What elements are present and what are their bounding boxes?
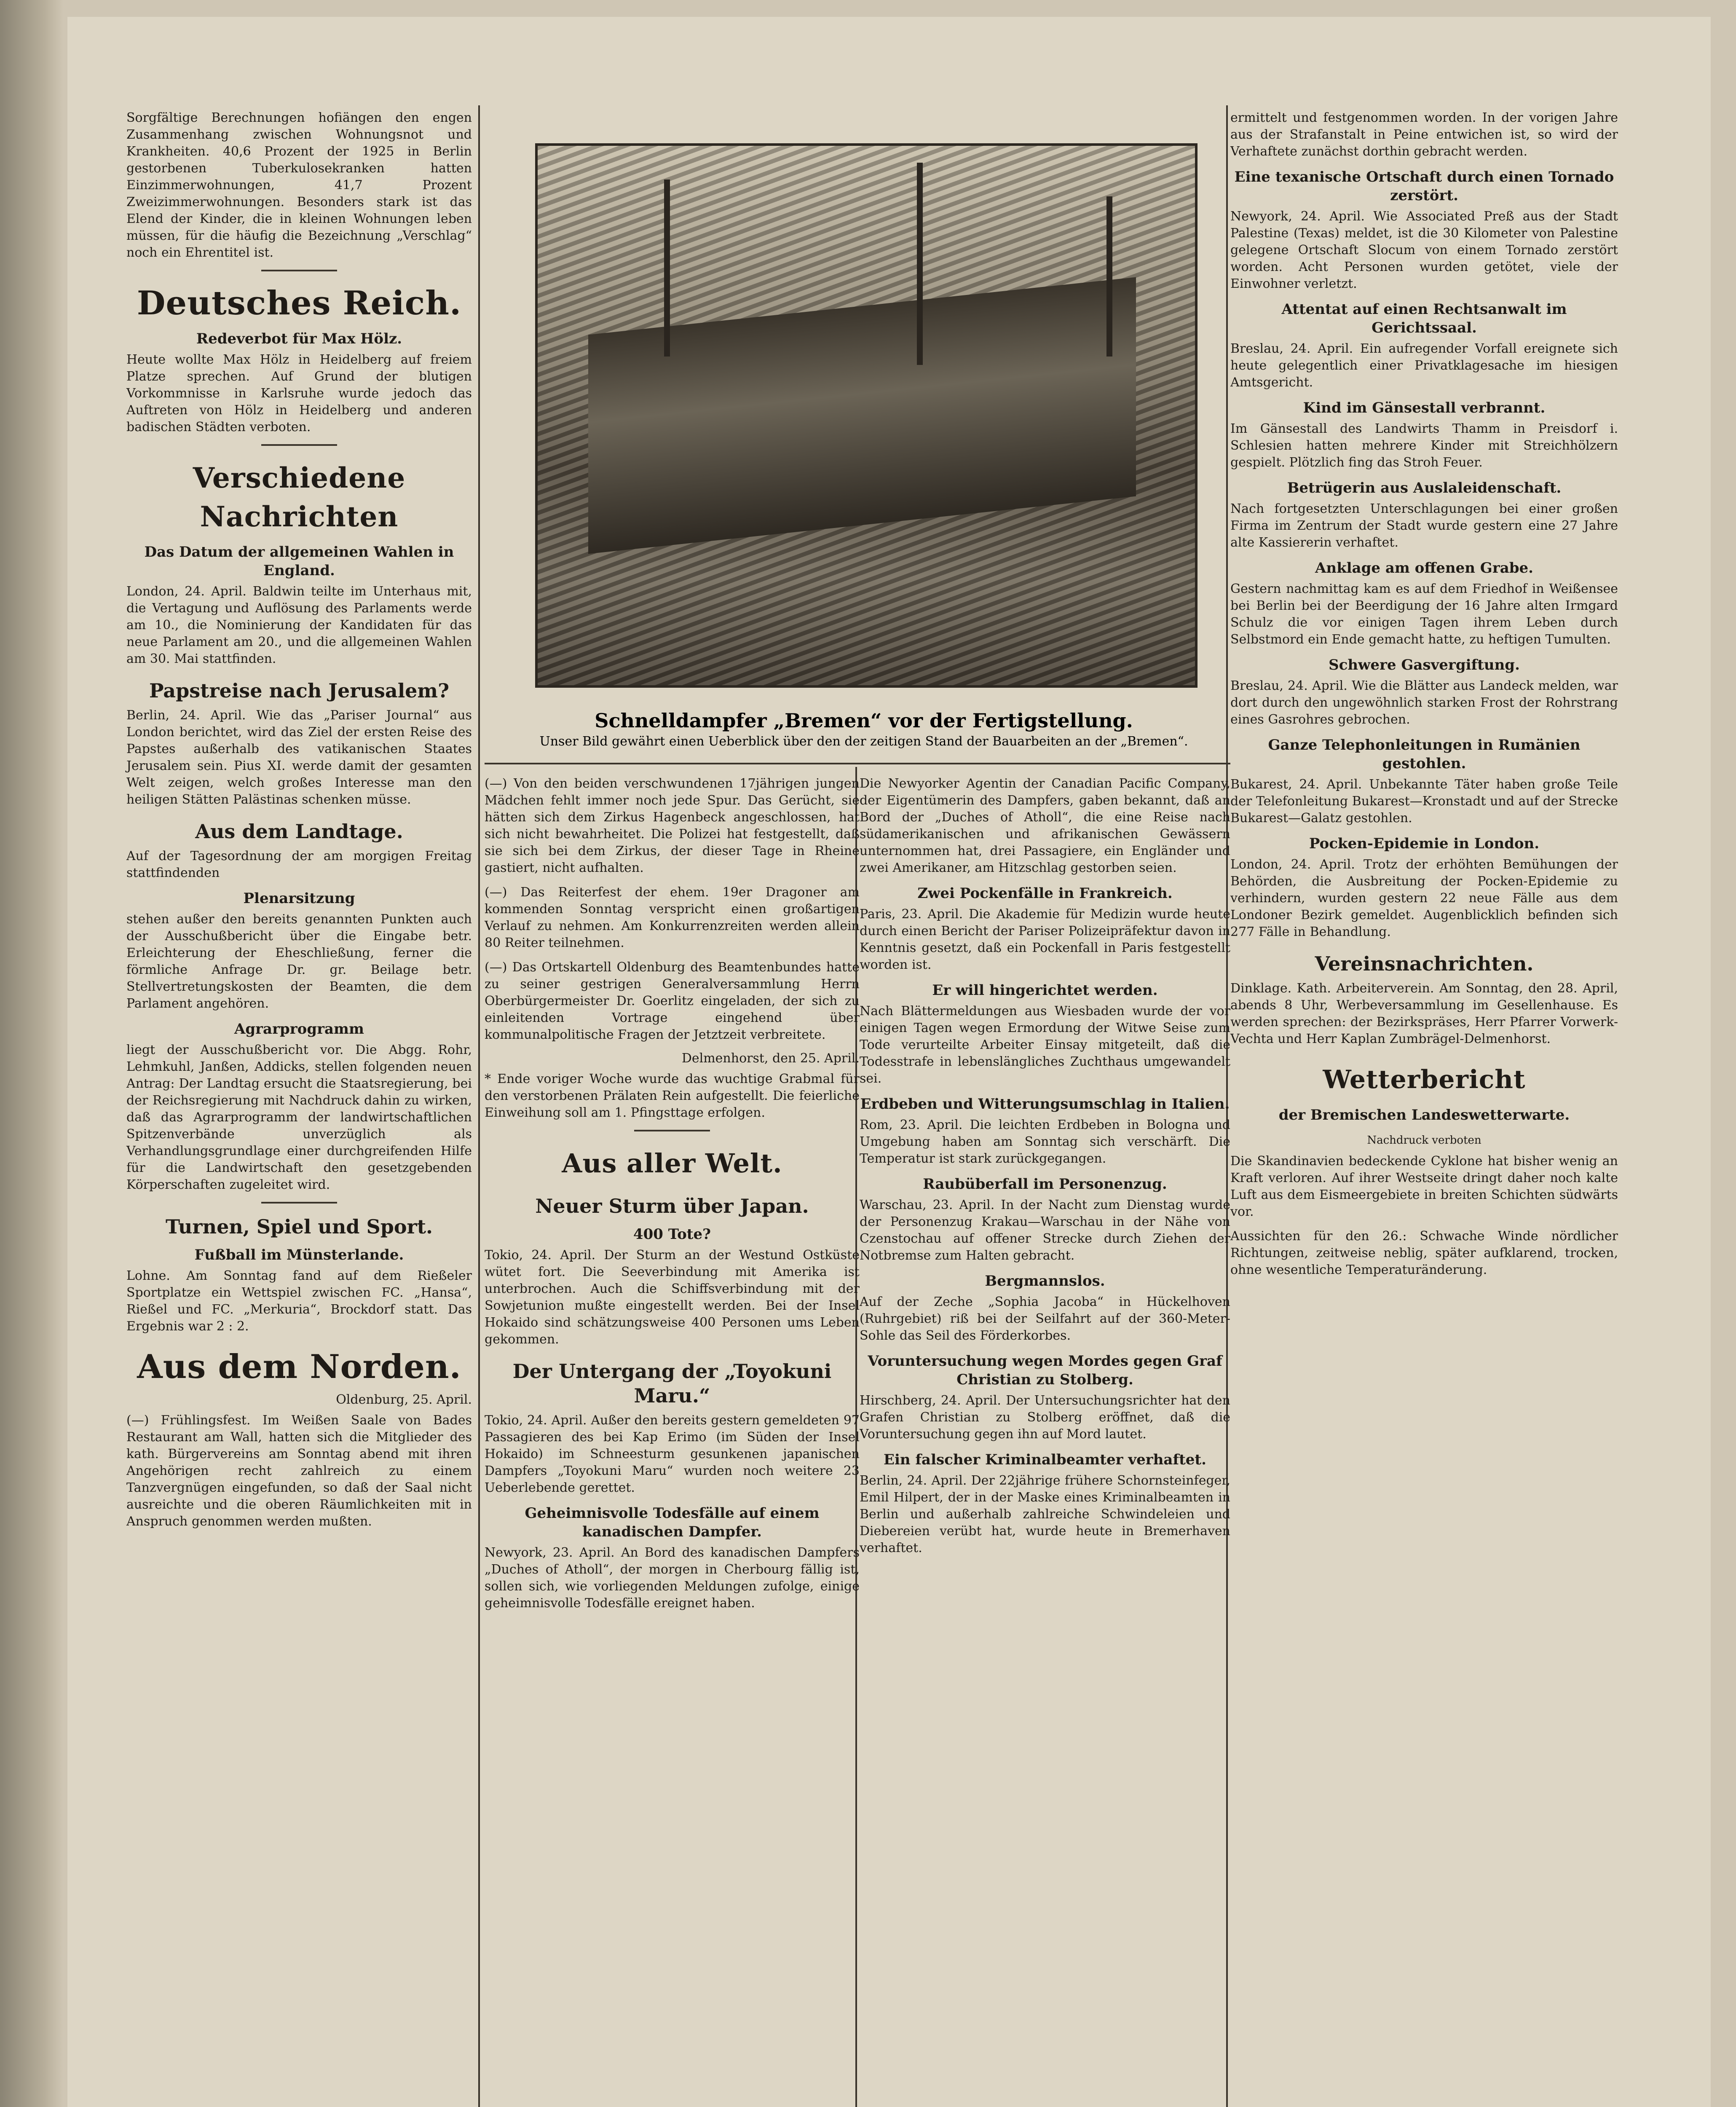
section-title: Verschiedene Nachrichten (193, 461, 406, 533)
article-text: London, 24. April. Baldwin teilte im Unterhaus mit, die Vertagung und Auflösung des Parlaments werde am 10., die Nominierung der Kandidaten für das neue Parlament am 20., und die allgemeinen Wahlen am 30. Mai stattfinden. (126, 584, 472, 666)
headline: Kind im Gänsestall verbrannt. (1303, 399, 1546, 416)
dateline: Oldenburg, 25. April. (336, 1392, 472, 1407)
headline: Erdbeben und Witterungsumschlag in Italien. (860, 1096, 1230, 1112)
headline: Eine texanische Ortschaft durch einen Tornado zerstört. (1234, 169, 1614, 204)
section-title: Wetterbericht (1323, 1065, 1526, 1094)
article-text: Newyork, 23. April. An Bord des kanadischen Dampfers „Duches of Atholl“, der morgen in Cherbourg fällig ist, sollen sich, wie vorliegenden Meldungen zufolge, einige geheimnisvolle Todesfälle ereignet haben. (485, 1545, 860, 1611)
article-text: Auf der Zeche „Sophia Jacoba“ in Hückelhoven (Ruhrgebiet) riß bei der Seilfahrt auf der 360-Meter-Sohle das Seil des Förderkorbes. (860, 1295, 1230, 1343)
article-text: Im Gänsestall des Landwirts Thamm in Preisdorf i. Schlesien hatten mehrere Kinder mit Streichhölzern gespielt. Plötzlich fing das Stroh Feuer. (1230, 421, 1618, 470)
page-fold-shadow (0, 0, 63, 2107)
article-text: Breslau, 24. April. Wie die Blätter aus Landeck melden, war dort durch den ungewöhnlich starken Frost der Rohrstrang eines Gasrohres gebrochen. (1230, 678, 1618, 727)
headline: Fußball im Münsterlande. (194, 1247, 404, 1263)
section-title: Aus dem Norden. (137, 1348, 461, 1386)
headline: Zwei Pockenfälle in Frankreich. (917, 885, 1173, 902)
article-text: Rom, 23. April. Die leichten Erdbeben in Bologna und Umgebung haben am Sonntag sich verschärft. Die Temperatur ist stark zurückgegangen. (860, 1118, 1230, 1166)
subheadline: der Bremischen Landeswetterwarte. (1278, 1107, 1570, 1123)
dateline: Delmenhorst, den 25. April. (681, 1051, 860, 1066)
article-text: Die Newyorker Agentin der Canadian Pacific Company, der Eigentümerin des Dampfers, gaben bekannt, daß an Bord der „Duches of Atholl“, die eine Reise nach südamerikanischen und afrikanischen Gewässern unternommen hat, drei Passagiere, ein Engländer und zwei Amerikaner, am Hitzschlag gestorben seien. (860, 776, 1230, 875)
headline: Schwere Gasvergiftung. (1329, 657, 1520, 673)
headline: Ganze Telephonleitungen in Rumänien gestohlen. (1268, 737, 1581, 772)
headline: Redeverbot für Max Hölz. (196, 330, 402, 347)
horizontal-rule (485, 763, 1230, 764)
headline: Geheimnisvolle Todesfälle auf einem kanadischen Dampfer. (525, 1505, 820, 1540)
section-title: Deutsches Reich. (137, 284, 462, 322)
article-text: Breslau, 24. April. Ein aufregender Vorfall ereignete sich heute gelegentlich einer Privatklagesache im hiesigen Amtsgericht. (1230, 341, 1618, 390)
headline: Raubüberfall im Personenzug. (923, 1176, 1167, 1193)
article-text: Sorgfältige Berechnungen hofiängen den engen Zusammenhang zwischen Wohnungsnot und Krankheiten. 40,6 Prozent der 1925 in Berlin gestorbenen Tuberkulosekranken hatten Einzimmerwohnungen, 41,7 Prozent Zweizimmerwohnungen. Besonders stark ist das Elend der Kinder, die in kleinen Wohnungen leben müssen, für die häufig die Bezeichnung „Verschlag“ noch ein Ehrentitel ist. (126, 110, 472, 260)
divider (261, 270, 337, 271)
column-1 (126, 110, 472, 1538)
note: Nachdruck verboten (1367, 1134, 1481, 1147)
article-text: Nach Blättermeldungen aus Wiesbaden wurde der vor einigen Tagen wegen Ermordung der Witwe Seise zum Tode verurteilte Arbeiter Einsay mitgeteilt, daß die Todesstrafe in lebenslängliches Zuchthaus umgewandelt sei. (860, 1004, 1230, 1086)
article-text: Newyork, 24. April. Wie Associated Preß aus der Stadt Palestine (Texas) meldet, ist die 30 Kilometer von Palestine gelegene Ortschaft Slocum von einem Tornado zerstört worden. Acht Personen wurden getötet, viele der Einwohner verletzt. (1230, 209, 1618, 291)
headline: Attentat auf einen Rechtsanwalt im Gerichtssaal. (1281, 301, 1567, 336)
subheadline: Agrarprogramm (234, 1021, 364, 1037)
headline: Aus dem Landtage. (195, 820, 403, 843)
crane-shape (917, 163, 923, 365)
article-text: Warschau, 23. April. In der Nacht zum Dienstag wurde der Personenzug Krakau—Warschau in der Nähe von Czenstochau auf offener Strecke durch Ziehen der Notbremse zum Halten gebracht. (860, 1198, 1230, 1263)
article-text: Auf der Tagesordnung der am morgigen Freitag stattfindenden (126, 849, 472, 880)
column-4 (1230, 110, 1618, 1286)
divider (261, 1202, 337, 1204)
headline: Voruntersuchung wegen Mordes gegen Graf Christian zu Stolberg. (868, 1353, 1222, 1388)
article-text: ermittelt und festgenommen worden. In der vorigen Jahre aus der Strafanstalt in Peine entwichen ist, so wird der Verhaftete zunächst dorthin gebracht werden. (1230, 110, 1618, 159)
divider (261, 444, 337, 446)
article-text: (—) Das Ortskartell Oldenburg des Beamtenbundes hatte zu seiner gestrigen Generalversammlung Herrn Oberbürgermeister Dr. Goerlitz eingeladen, der sich zu einleitenden Vortrage eingehend über kommunalpolitische Fragen der Jetztzeit verbreitete. (485, 960, 860, 1042)
ship-hull-shape (588, 277, 1136, 554)
article-text: Die Skandinavien bedeckende Cyklone hat bisher wenig an Kraft verloren. Auf ihrer Westseite dringt daher noch kalte Luft aus dem Eismeergebiete in breiten Schichten südwärts vor. (1230, 1154, 1618, 1219)
column-3 (860, 775, 1230, 1564)
article-text: London, 24. April. Trotz der erhöhten Bemühungen der Behörden, die Ausbreitung der Pocken-Epidemie zu verhindern, wurden gestern 22 neue Fälle aus dem Londoner Bezirk gemeldet. Augenblicklich befinden sich 277 Fälle in Behandlung. (1230, 857, 1618, 939)
article-text: Berlin, 24. April. Wie das „Pariser Journal“ aus London berichtet, wird das Ziel der ersten Reise des Papstes außerhalb des vatikanischen Staates Jerusalem sein. Pius XI. werde damit der gesamten Welt zeigen, welch großes Interesse man den heiligen Stätten Palästinas schenken müsse. (126, 708, 472, 807)
headline: Das Datum der allgemeinen Wahlen in England. (144, 544, 454, 579)
article-text: (—) Von den beiden verschwundenen 17jährigen jungen Mädchen fehlt immer noch jede Spur. Das Gerücht, sie hätten sich dem Zirkus Hagenbeck angeschlossen, hat sich nicht bewahrheitet. Die Polizei hat festgestellt, daß sie sich bei dem Zirkus, der dieser Tage in Rheine gastiert, nicht aufhalten. (485, 776, 860, 875)
column-rule (478, 105, 480, 2107)
headline: Neuer Sturm über Japan. (535, 1195, 809, 1217)
crane-shape (664, 180, 670, 357)
article-text: Tokio, 24. April. Der Sturm an der Westund Ostküste wütet fort. Die Seeverbindung mit Amerika ist unterbrochen. Auch die Schiffsverbindung mit der Sowjetunion mußte eingestellt werden. Bei der Insel Hokaido sind schätzungsweise 400 Personen ums Leben gekommen. (485, 1248, 860, 1347)
headline: Anklage am offenen Grabe. (1315, 560, 1534, 576)
ship-photo (535, 143, 1198, 688)
section-title: Aus aller Welt. (562, 1148, 782, 1179)
photo-caption (506, 708, 1222, 750)
article-text: (—) Frühlingsfest. Im Weißen Saale von Bades Restaurant am Wall, hatten sich die Mitglieder des kath. Bürgervereins am Sonntag abend mit ihren Angehörigen recht zahlreich zu einem Tanzvergnügen eingefunden, so daß der Saal nicht ausreichte und die oberen Räumlichkeiten mit in Anspruch genommen werden mußten. (126, 1413, 472, 1529)
article-text: stehen außer den bereits genannten Punkten auch der Ausschußbericht über die Eingabe betr. Erleichterung der Eheschließung, ferner die förmliche Anfrage Dr. gr. Beilage betr. Stellvertretungskosten der Beamten, die dem Parlament angehören. (126, 912, 472, 1011)
article-text: Nach fortgesetzten Unterschlagungen bei einer großen Firma im Zentrum der Stadt wurde gestern eine 27 Jahre alte Kassiererin verhaftet. (1230, 501, 1618, 550)
article-text: liegt der Ausschußbericht vor. Die Abgg. Rohr, Lehmkuhl, Janßen, Addicks, stellen folgenden neuen Antrag: Der Landtag ersucht die Staatsregierung, bei der Reichsregierung mit Nachdruck dahin zu wirken, daß das Agrarprogramm der landwirtschaftlichen Spitzenverbände unverzüglich als Verhandlungsgrundlage einer durchgreifenden Hilfe für die Landwirtschaft den gesetzgebenden Körperschaften zugeleitet wird. (126, 1043, 472, 1192)
caption-text: Unser Bild gewährt einen Ueberblick über den der zeitigen Stand der Bauarbeiten an der „Bremen“. (539, 734, 1188, 749)
headline: Betrügerin aus Auslaleidenschaft. (1287, 480, 1562, 496)
article-text: Heute wollte Max Hölz in Heidelberg auf freiem Platze sprechen. Auf Grund der blutigen Vorkommnisse in Karlsruhe wurde jedoch das Auftreten von Hölz in Heidelberg und anderen badischen Städten verboten. (126, 352, 472, 434)
caption-title: Schnelldampfer „Bremen“ vor der Fertigstellung. (595, 709, 1133, 732)
headline: Papstreise nach Jerusalem? (149, 679, 450, 702)
article-text: Dinklage. Kath. Arbeiterverein. Am Sonntag, den 28. April, abends 8 Uhr, Werbeversammlung im Gesellenhause. Es werden sprechen: der Bezirkspräses, Herr Pfarrer Vorwerk-Vechta und Herr Kaplan Zumbrägel-Delmenhorst. (1230, 981, 1618, 1046)
headline: Pocken-Epidemie in London. (1309, 835, 1540, 852)
article-text: * Ende voriger Woche wurde das wuchtige Grabmal für den verstorbenen Prälaten Rein aufgestellt. Die feierliche Einweihung soll am 1. Pfingsttage erfolgen. (485, 1072, 860, 1120)
subheadline: 400 Tote? (633, 1226, 711, 1243)
article-text: Paris, 23. April. Die Akademie für Medizin wurde heute durch einen Bericht der Pariser Polizeipräfektur davon in Kenntnis gesetzt, daß ein Pockenfall in Paris festgestellt worden ist. (860, 907, 1230, 972)
divider (634, 1130, 710, 1131)
article-text: Tokio, 24. April. Außer den bereits gestern gemeldeten 97 Passagieren des bei Kap Erimo (im Süden der Insel Hokaido) im Schneesturm gesunkenen japanischen Dampfers „Toyokuni Maru“ wurden noch weitere 23 Ueberlebende gerettet. (485, 1413, 860, 1495)
section-title: Vereinsnachrichten. (1315, 952, 1534, 975)
headline: Ein falscher Kriminalbeamter verhaftet. (884, 1451, 1206, 1468)
article-text: Bukarest, 24. April. Unbekannte Täter haben große Teile der Telefonleitung Bukarest—Kronstadt und auf der Strecke Bukarest—Galatz gestohlen. (1230, 777, 1618, 826)
article-text: Lohne. Am Sonntag fand auf dem Rießeler Sportplatze ein Wettspiel zwischen FC. „Hansa“, Rießel und FC. „Merkuria“, Brockdorf statt. Das Ergebnis war 2 : 2. (126, 1268, 472, 1334)
subheadline: Plenarsitzung (243, 890, 355, 907)
article-text: Gestern nachmittag kam es auf dem Friedhof in Weißensee bei Berlin bei der Beerdigung der 16 Jahre alten Irmgard Schulz die vor einigen Tagen ihrem Leben durch Selbstmord ein Ende gemacht hatte, zu heftigen Tumulten. (1230, 582, 1618, 647)
headline: Der Untergang der „Toyokuni Maru.“ (512, 1360, 832, 1407)
article-text: Hirschberg, 24. April. Der Untersuchungsrichter hat den Grafen Christian zu Stolberg eröffnet, daß die Voruntersuchung gegen ihn auf Mord lautet. (860, 1393, 1230, 1442)
column-2 (485, 775, 860, 1619)
crane-shape (1106, 196, 1112, 357)
headline: Er will hingerichtet werden. (932, 982, 1158, 999)
article-text: (—) Das Reiterfest der ehem. 19er Dragoner am kommenden Sonntag verspricht einen großartigen Verlauf zu nehmen. Am Konkurrenzreiten werden allein 80 Reiter teilnehmen. (485, 885, 860, 950)
article-text: Berlin, 24. April. Der 22jährige frühere Schornsteinfeger, Emil Hilpert, der in der Maske eines Kriminalbeamten in Berlin und außerhalb zahlreiche Schwindeleien und Diebereien verübt hat, wurde heute in Bremerhaven verhaftet. (860, 1473, 1230, 1555)
section-title: Turnen, Spiel und Sport. (165, 1215, 433, 1238)
article-text: Aussichten für den 26.: Schwache Winde nördlicher Richtungen, zeitweise neblig, später aufklarend, trocken, ohne wesentliche Temperaturänderung. (1230, 1229, 1618, 1277)
headline: Bergmannslos. (985, 1273, 1105, 1289)
